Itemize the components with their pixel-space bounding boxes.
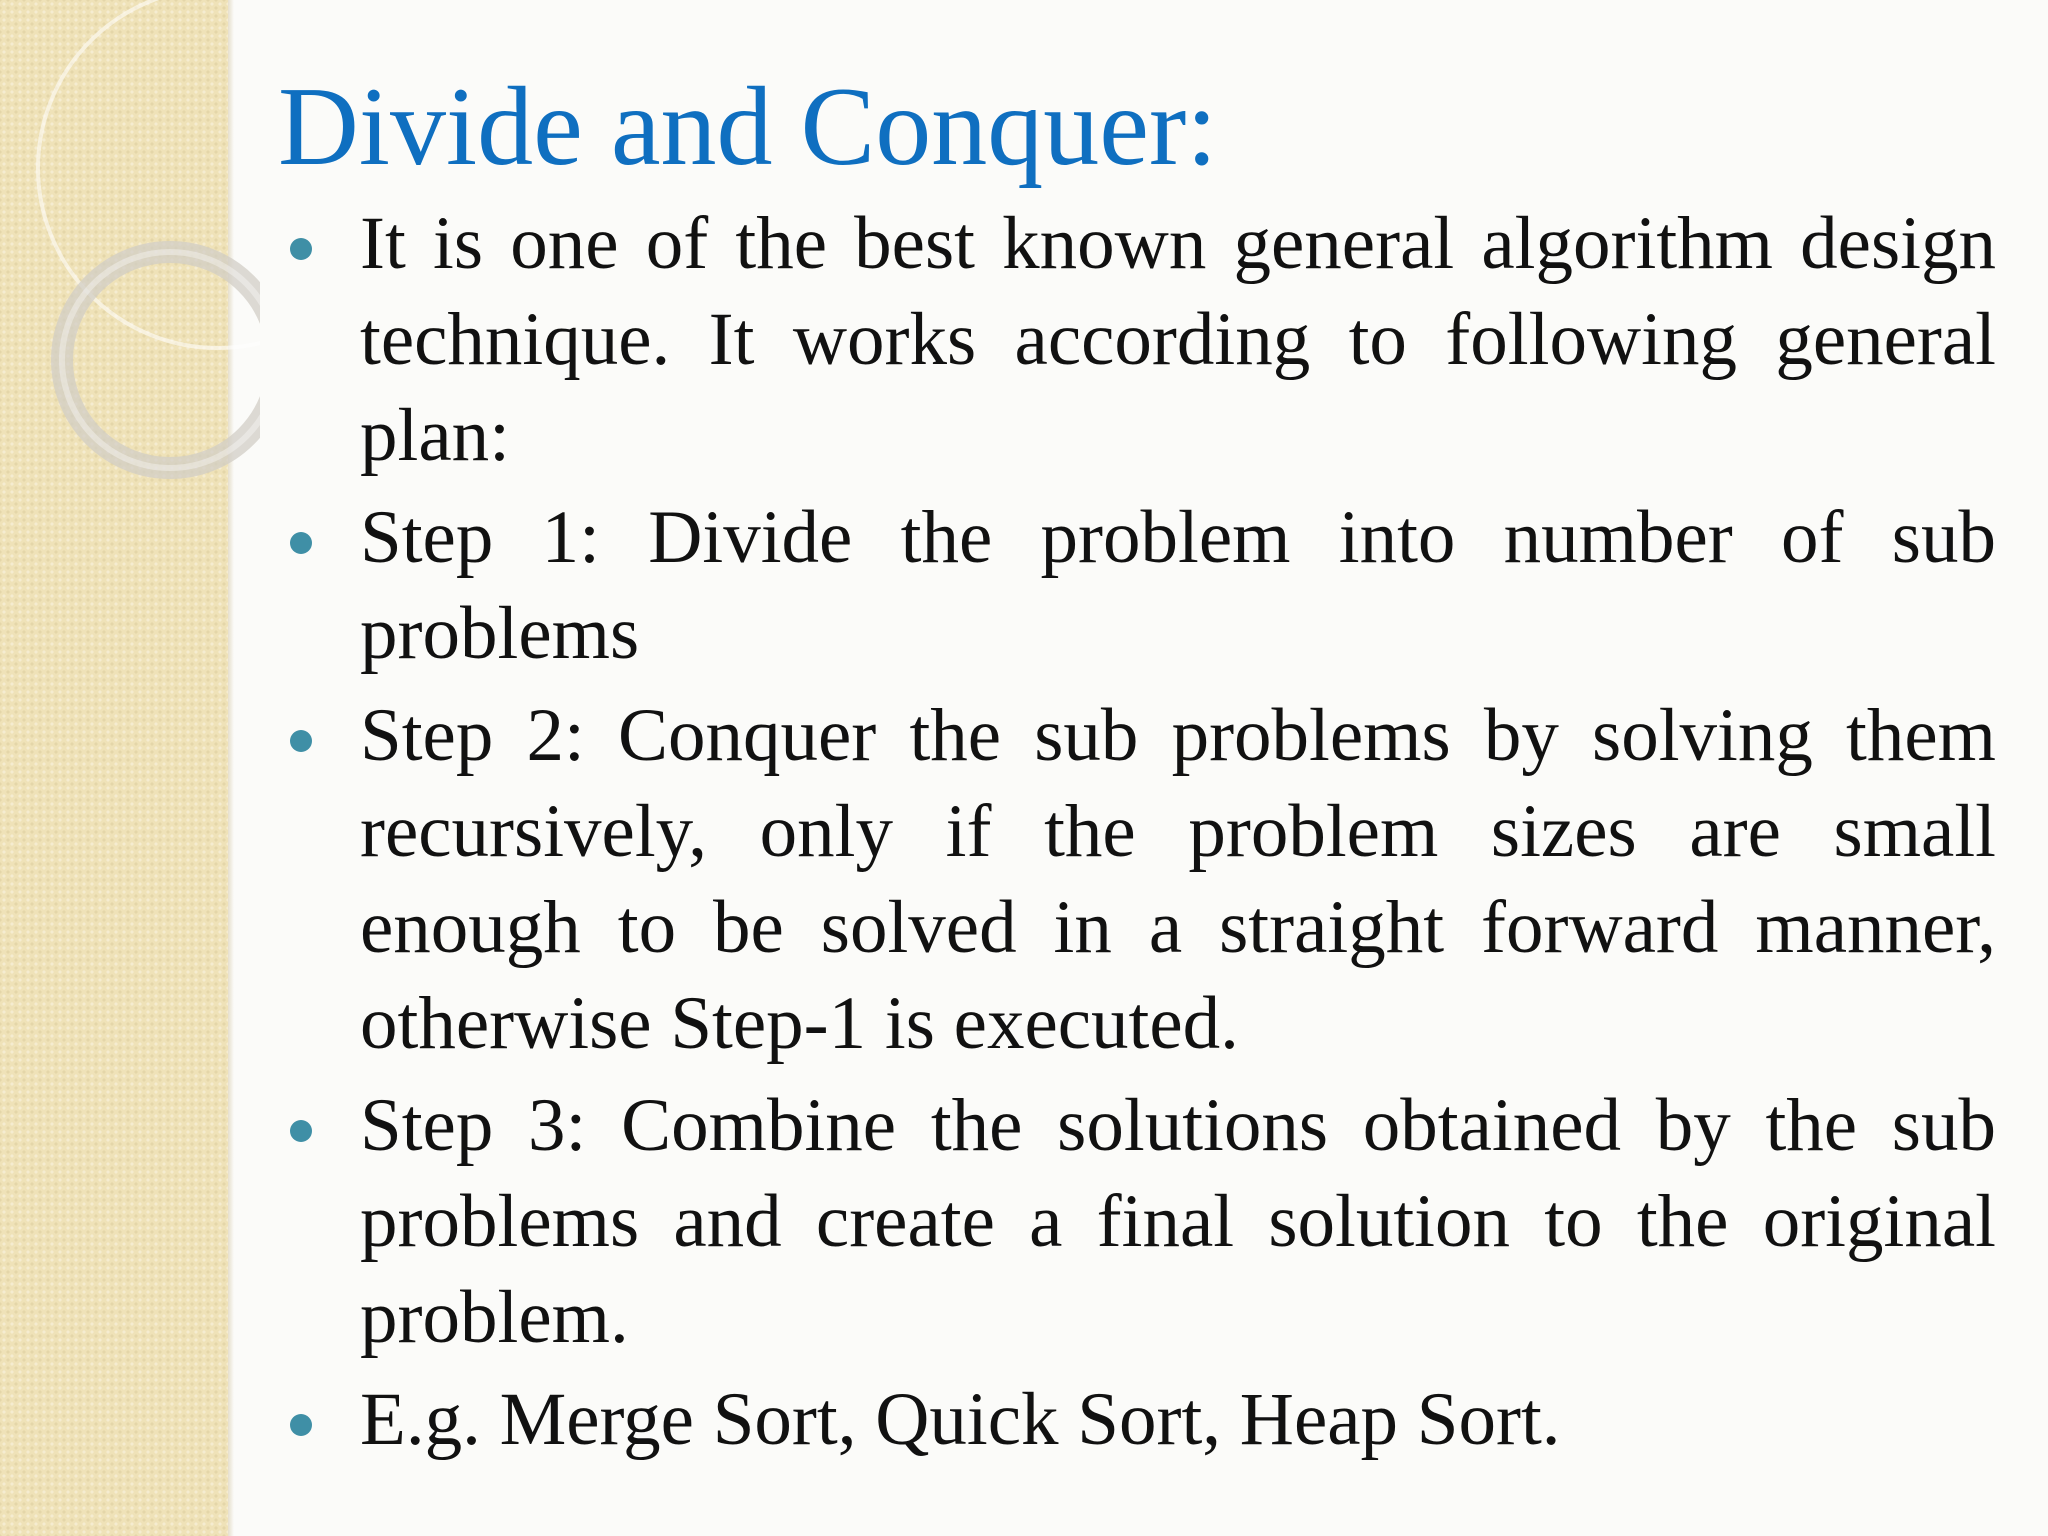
bullet-item (290, 196, 1996, 484)
bullet-item (290, 1078, 1996, 1366)
bullet-icon (290, 238, 312, 260)
bullet-item (290, 1372, 1996, 1468)
bullet-icon (290, 1414, 312, 1436)
slide-title: Divide and Conquer: (278, 65, 1218, 189)
bullet-text: It is one of the best known general algorithm design technique. It works according to following general plan: (360, 202, 1996, 477)
bullet-icon (290, 1120, 312, 1142)
bullet-text: Step 3: Combine the solutions obtained by the sub problems and create a final solution to the original problem. (360, 1084, 1996, 1359)
decorative-rings (0, 0, 260, 520)
bullet-icon (290, 532, 312, 554)
bullet-item (290, 688, 1996, 1072)
bullet-icon (290, 730, 312, 752)
bullet-text: Step 2: Conquer the sub problems by solving them recursively, only if the problem sizes are small enough to be solved in a straight forward manner, otherwise Step-1 is executed. (360, 694, 1996, 1065)
bullet-item (290, 490, 1996, 682)
bullet-text: Step 1: Divide the problem into number of sub problems (360, 496, 1996, 675)
bullet-list (290, 196, 1996, 1474)
bullet-text: E.g. Merge Sort, Quick Sort, Heap Sort. (360, 1378, 1561, 1461)
